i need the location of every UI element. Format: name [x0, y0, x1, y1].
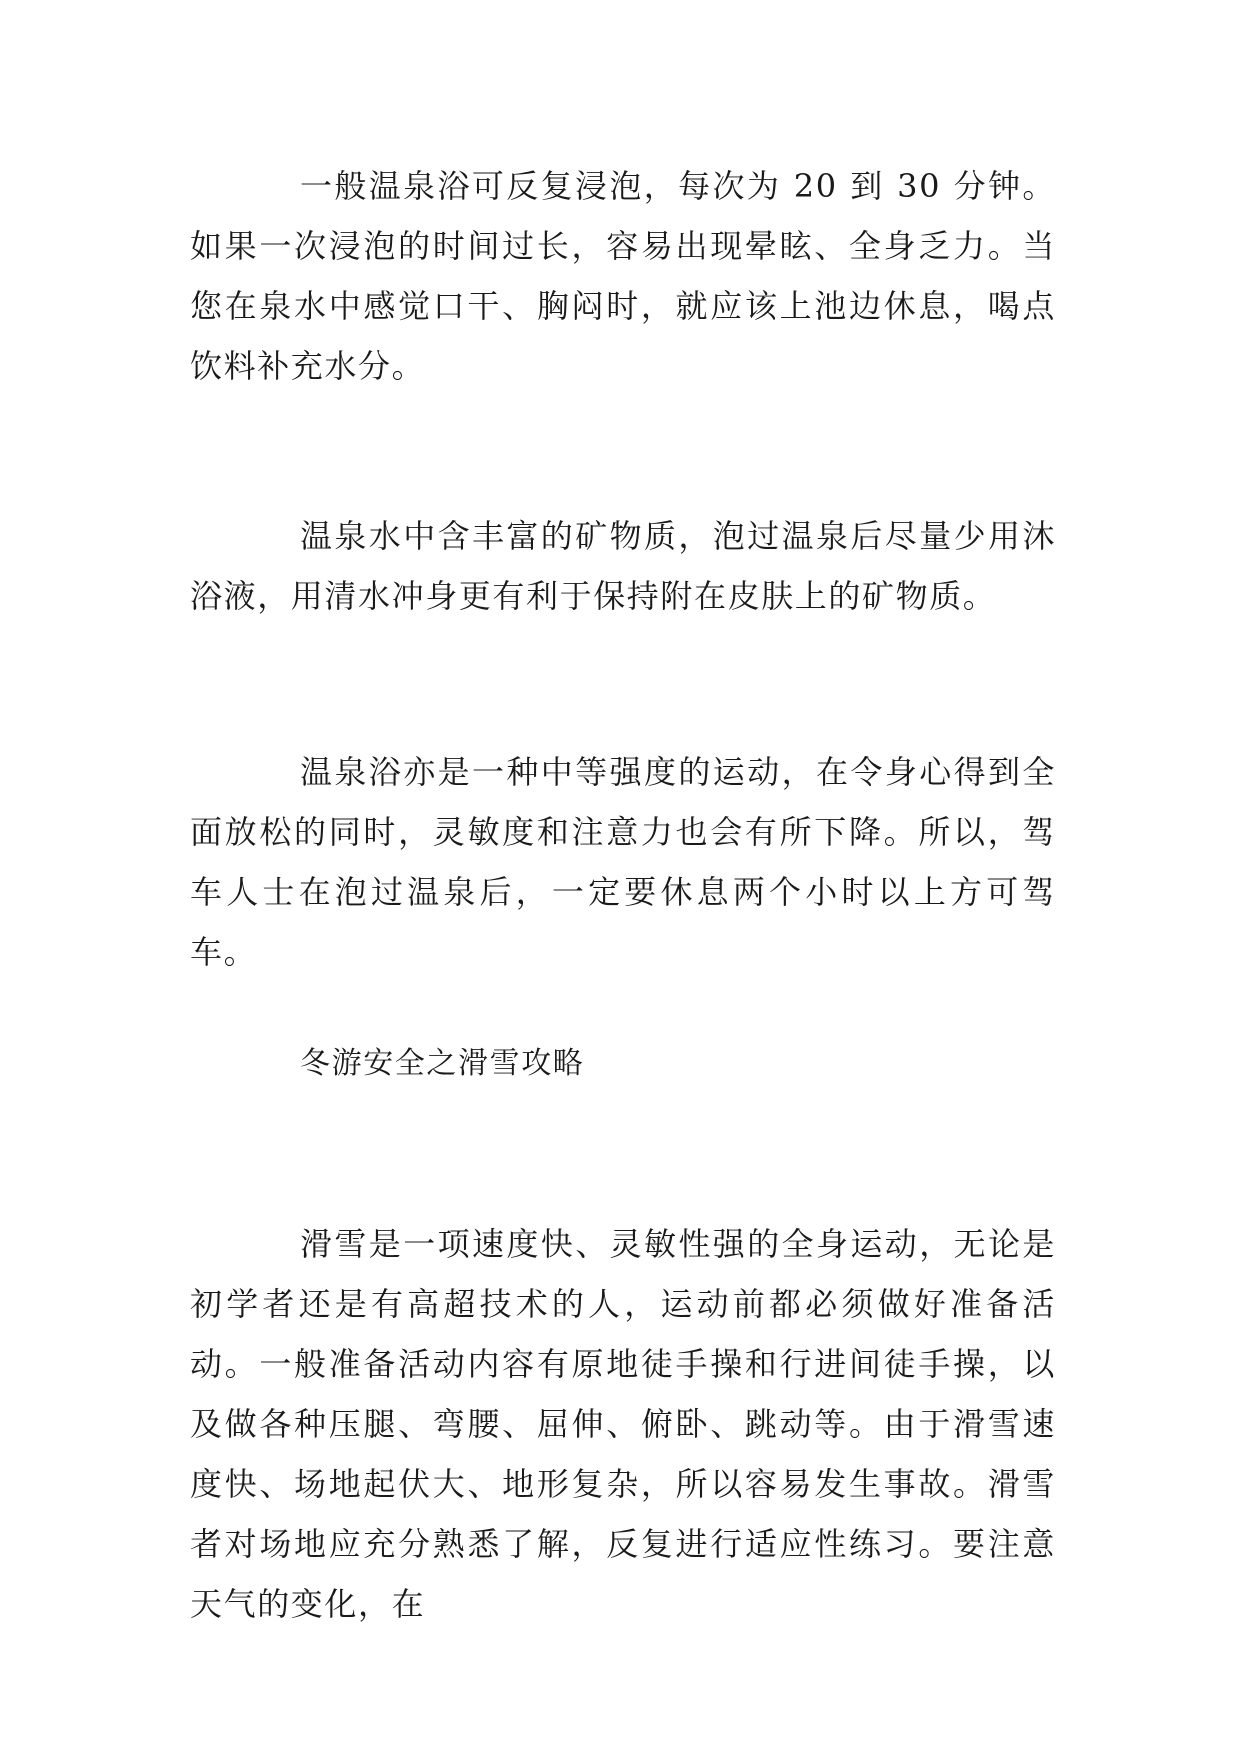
paragraph-hot-spring-minerals: 温泉水中含丰富的矿物质，泡过温泉后尽量少用沐浴液，用清水冲身更有利于保持附在皮肤上的矿物质。 — [190, 517, 1056, 615]
paragraph-skiing: 滑雪是一项速度快、灵敏性强的全身运动，无论是初学者还是有高超技术的人，运动前都必须做好准备活动。一般准备活动内容有原地徒手操和行进间徒手操，以及做各种压腿、弯腰、屈伸、俯卧、跳动等。由于滑雪速度快、场地起伏大、地形复杂，所以容易发生事故。滑雪者对场地应充分熟悉了解，反复进行适应性练习。要注意天气的变化，在 — [190, 1225, 1056, 1623]
paragraph-hot-spring-driving: 温泉浴亦是一种中等强度的运动，在令身心得到全面放松的同时，灵敏度和注意力也会有所下降。所以，驾车人士在泡过温泉后，一定要休息两个小时以上方可驾车。 — [190, 753, 1056, 971]
section-heading: 冬游安全之滑雪攻略 — [300, 1046, 585, 1081]
paragraph-hot-spring-duration: 一般温泉浴可反复浸泡，每次为 20 到 30 分钟。如果一次浸泡的时间过长，容易出现晕眩、全身乏力。当您在泉水中感觉口干、胸闷时，就应该上池边休息，喝点饮料补充水分。 — [190, 167, 1056, 385]
